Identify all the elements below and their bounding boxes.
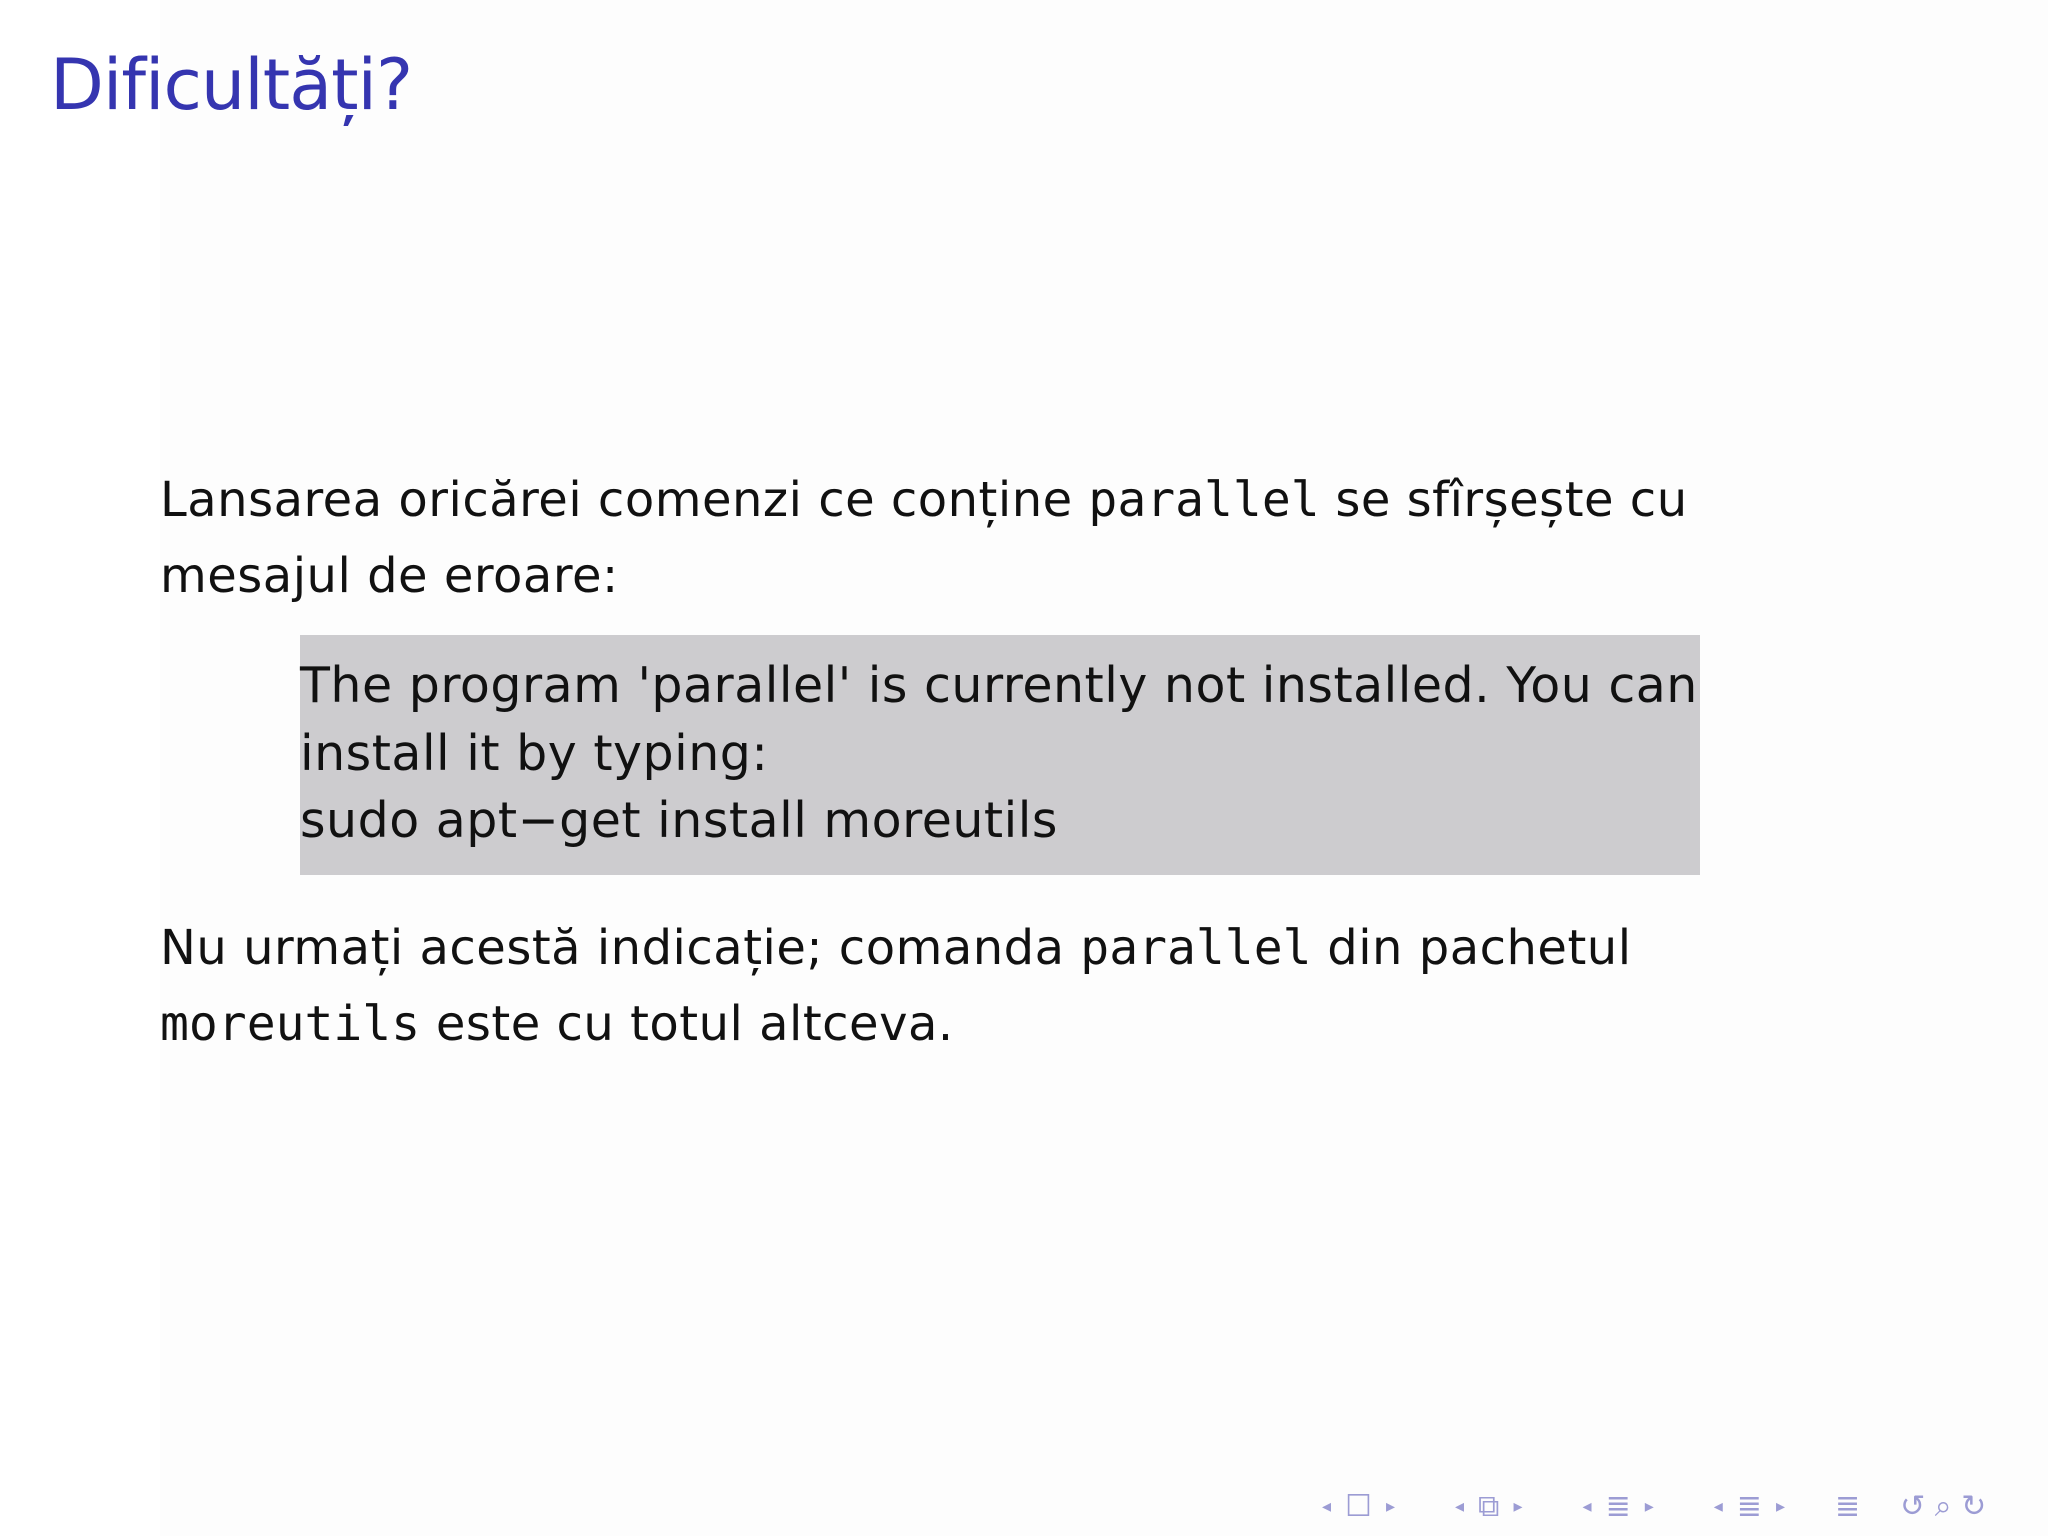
slide-title: Dificultăți? bbox=[50, 44, 413, 126]
advice-paragraph bbox=[160, 910, 1880, 1062]
advice-code-parallel: parallel bbox=[1080, 920, 1312, 976]
nav-appendix-group[interactable] bbox=[1833, 1489, 1862, 1524]
prev-subsection-icon[interactable]: ◂ bbox=[1455, 1495, 1465, 1517]
next-section-icon[interactable]: ▸ bbox=[1644, 1495, 1654, 1517]
intro-paragraph bbox=[160, 462, 1880, 614]
nav-search-group[interactable] bbox=[1898, 1489, 1988, 1524]
section-icon[interactable]: ≣ bbox=[1605, 1488, 1631, 1524]
intro-text-1: Lansarea oricărei comenzi ce conține bbox=[160, 472, 1089, 528]
nav-document-group[interactable] bbox=[1702, 1489, 1797, 1524]
frame-icon[interactable]: ☐ bbox=[1345, 1488, 1372, 1524]
prev-document-icon[interactable]: ◂ bbox=[1713, 1495, 1723, 1517]
advice-code-moreutils: moreutils bbox=[160, 996, 421, 1052]
next-document-icon[interactable]: ▸ bbox=[1775, 1495, 1785, 1517]
document-icon[interactable]: ≣ bbox=[1736, 1488, 1762, 1524]
search-icon[interactable]: ↺ ⌕ ↻ bbox=[1900, 1488, 1987, 1524]
prev-section-icon[interactable]: ◂ bbox=[1582, 1495, 1592, 1517]
nav-subsection-group[interactable] bbox=[1443, 1489, 1535, 1524]
intro-text-2: se sfîrșește cu mesajul de eroare: bbox=[160, 472, 1688, 604]
error-line-2: install it by typing: bbox=[300, 725, 769, 782]
prev-frame-icon[interactable]: ◂ bbox=[1322, 1495, 1332, 1517]
error-line-1: The program 'parallel' is currently not installed. You can bbox=[300, 657, 1698, 714]
error-message-box bbox=[300, 635, 1700, 875]
nav-section-group[interactable] bbox=[1571, 1489, 1666, 1524]
error-line-3: sudo apt−get install moreutils bbox=[300, 792, 1058, 849]
beamer-navigation-bar bbox=[1310, 1490, 2024, 1522]
subsection-icon[interactable]: ⧉ bbox=[1478, 1488, 1500, 1524]
advice-text-2: din pachetul bbox=[1311, 920, 1632, 976]
next-subsection-icon[interactable]: ▸ bbox=[1513, 1495, 1523, 1517]
nav-frame-group[interactable] bbox=[1310, 1489, 1407, 1524]
next-frame-icon[interactable]: ▸ bbox=[1385, 1495, 1395, 1517]
advice-text-3: este cu totul altceva. bbox=[420, 996, 954, 1052]
appendix-icon[interactable]: ≣ bbox=[1834, 1488, 1861, 1524]
advice-text-1: Nu urmați acestă indicație; comanda bbox=[160, 920, 1081, 976]
intro-code-parallel: parallel bbox=[1088, 472, 1320, 528]
